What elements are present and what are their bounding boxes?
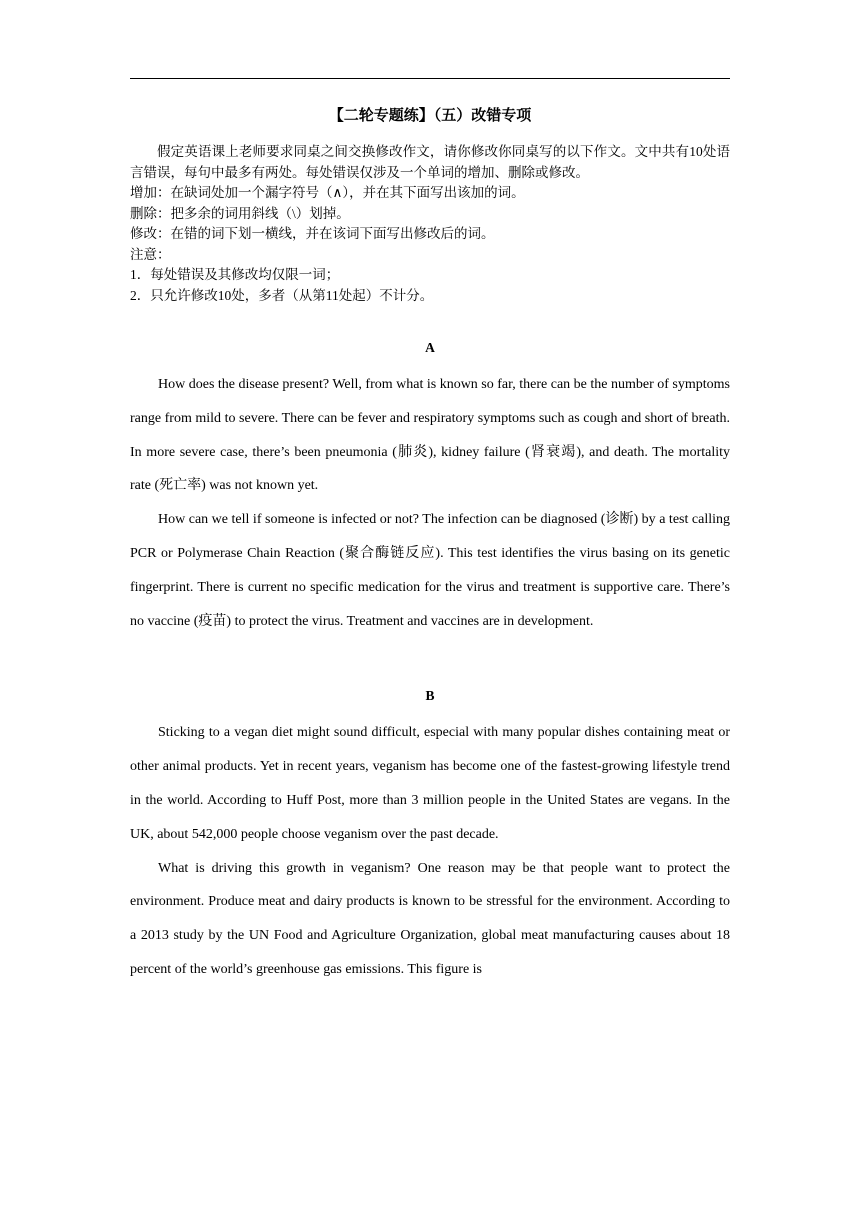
instruction-delete: 删除：把多余的词用斜线（\）划掉。 (130, 205, 350, 221)
instruction-note-1: 1．每处错误及其修改均仅限一词； (130, 267, 340, 282)
section-b-passage (130, 716, 730, 986)
section-a-paragraph-2: How can we tell if someone is infected or not? The infection can be diagnosed (诊断) by a test calling PCR or Polymerase Chain Reaction (聚合酶链反应). This test identifies the virus basing on its genetic fingerprint. There is current no specific medication for the virus and treatment is supportive care. There’s no vaccine (疫苗) to protect the virus. Treatment and vaccines are in development. (130, 512, 730, 629)
section-a-paragraph-1: How does the disease present? Well, from what is known so far, there can be the number of symptoms range from mild to severe. There can be fever and respiratory symptoms such as cough and short of breath. In more severe case, there’s been pneumonia (肺炎), kidney failure (肾衰竭), and death. The mortality rate (死亡率) was not known yet. (130, 377, 730, 494)
instruction-intro: 假定英语课上老师要求同桌之间交换修改作文，请你修改你同桌写的以下作文。文中共有10处语言错误，每句中最多有两处。每处错误仅涉及一个单词的增加、删除或修改。 (130, 144, 730, 180)
instruction-modify: 修改：在错的词下划一横线，并在该词下面写出修改后的词。 (130, 226, 495, 241)
document-title: 【二轮专题练】（五）改错专项 (328, 106, 532, 124)
section-b-paragraph-1: Sticking to a vegan diet might sound difficult, especial with many popular dishes containing meat or other animal products. Yet in recent years, veganism has become one of the fastest-growing lifestyle trend in the world. According to Huff Post, more than 3 million people in the United States are vegans. In the UK, about 542,000 people choose veganism over the past decade. (130, 725, 730, 842)
section-b-heading: B (425, 688, 435, 704)
document-body (130, 98, 730, 987)
instructions (130, 142, 730, 306)
instruction-add: 增加：在缺词处加一个漏字符号（∧），并在其下面写出该加的词。 (130, 185, 525, 200)
instruction-note-2: 2．只允许修改10处，多者（从第11处起）不计分。 (130, 287, 434, 303)
section-a-passage (130, 368, 730, 638)
header-rule (130, 78, 730, 79)
section-a-heading: A (425, 340, 435, 355)
instruction-note-label: 注意： (130, 246, 171, 262)
section-b-paragraph-2: What is driving this growth in veganism? One reason may be that people want to protect the environment. Produce meat and dairy products is known to be stressful for the environment. According to a 2013 study by the UN Food and Agriculture Organization, global meat manufacturing causes about 18 percent of the world’s greenhouse gas emissions. This figure is (130, 860, 730, 977)
